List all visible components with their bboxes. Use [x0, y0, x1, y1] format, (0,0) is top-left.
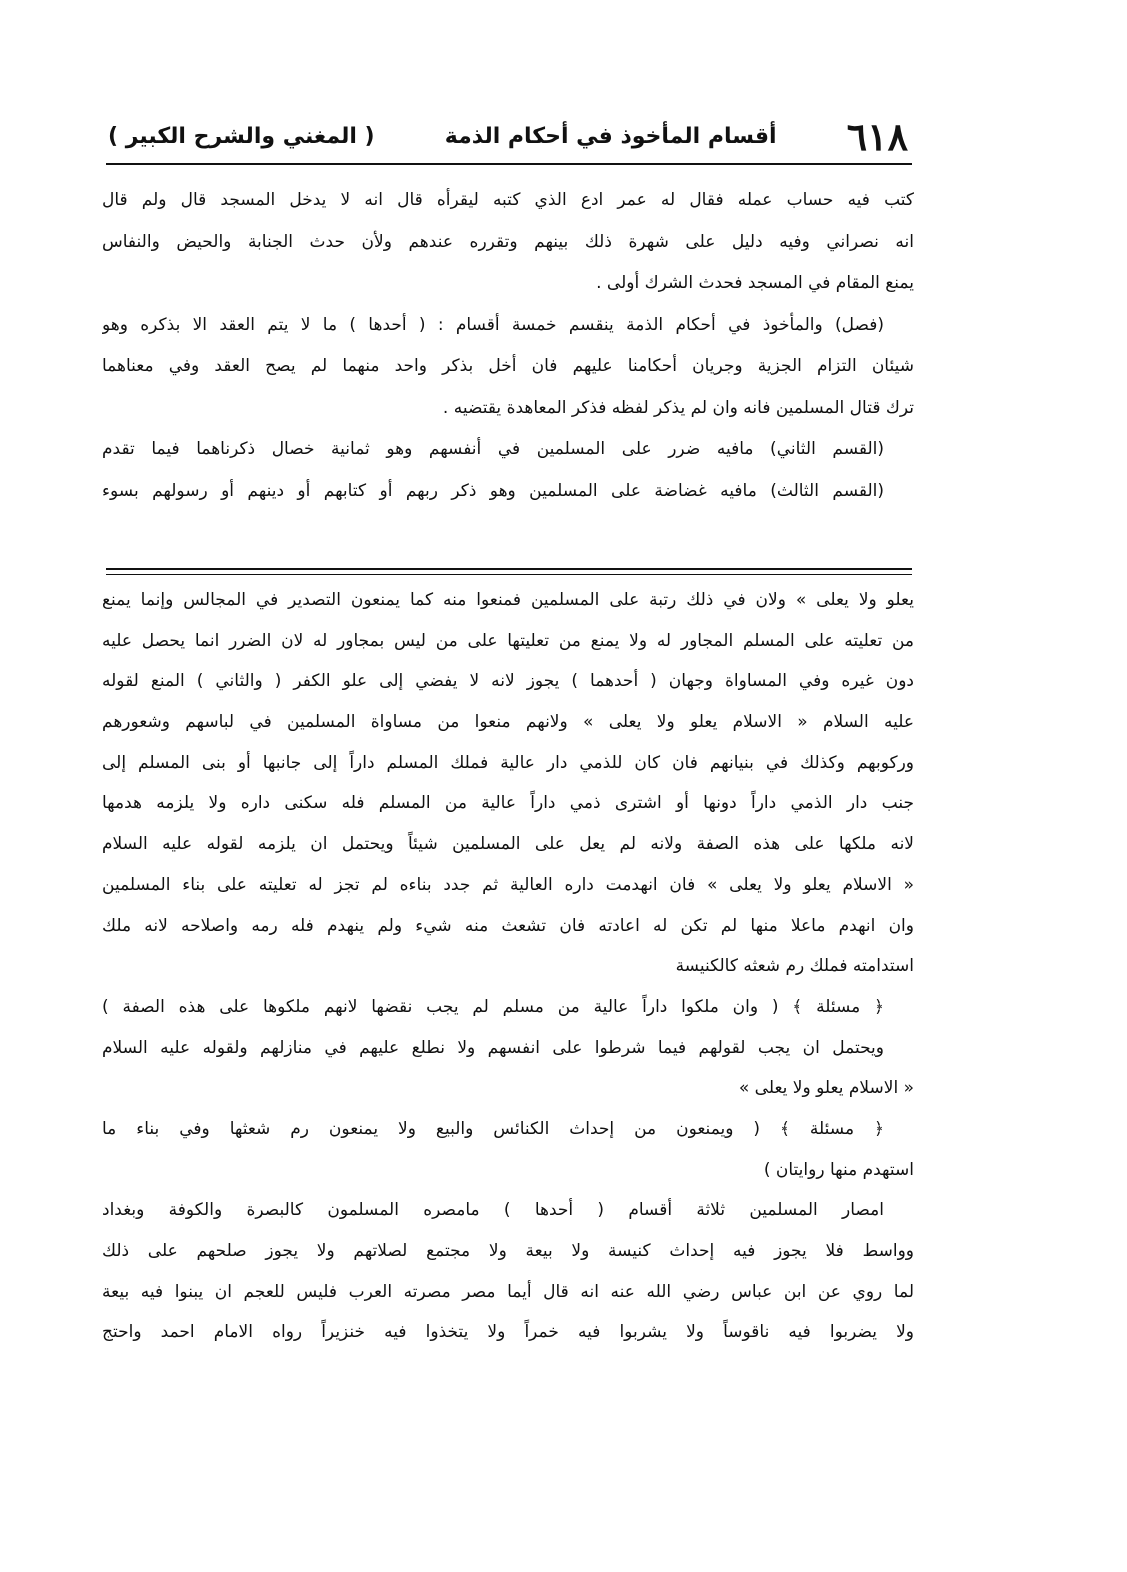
- text-line: (القسم الثاني) مافيه ضرر على المسلمين في أنفسهم وهو ثمانية خصال ذكرناهما فيما تقدم: [102, 439, 884, 459]
- text-line: ﴿ مسئلة ﴾ ( ويمنعون من إحداث الكنائس والبيع ولا يمنعون رم شعثها وفي بناء ما: [102, 1118, 884, 1139]
- main-text-block: [102, 180, 914, 512]
- text-line: شيئان التزام الجزية وجريان أحكامنا عليهم فان أخل بذكر واحد منهما لم يصح العقد وفي معناهما: [102, 356, 914, 376]
- text-line: لانه ملكها على هذه الصفة ولانه لم يعل على المسلمين شيئاً ويحتمل ان يلزمه لقوله عليه السلام: [102, 834, 914, 855]
- section-divider-thin: [106, 574, 912, 575]
- book-title: ( المغني والشرح الكبير ): [108, 123, 375, 149]
- text-line: ولا يضربوا فيه ناقوساً ولا يشربوا فيه خمراً ولا يتخذوا فيه خنزيراً رواه الامام احمد واحتج: [102, 1322, 914, 1343]
- text-line: امصار المسلمين ثلاثة أقسام ( أحدها ) مامصره المسلمون كالبصرة والكوفة وبغداد: [102, 1200, 884, 1221]
- text-line: دون غيره وفي المساواة وجهان ( أحدهما ) يجوز لانه لا يفضي إلى علو الكفر ( والثاني ) المنع لقوله: [102, 671, 914, 692]
- text-line: « الاسلام يعلو ولا يعلى »: [738, 1078, 914, 1099]
- text-line: وواسط فلا يجوز فيه إحداث كنيسة ولا بيعة ولا مجتمع لصلاتهم ولا يجوز صلحهم على ذلك: [102, 1241, 914, 1261]
- text-line: استدامته فملك رم شعثه كالكنيسة: [675, 956, 914, 977]
- text-line: ﴿ مسئلة ﴾ ( وان ملكوا داراً عالية من مسلم لم يجب نقضها لانهم ملكوها على هذه الصفة ): [102, 996, 884, 1017]
- text-line: (فصل) والمأخوذ في أحكام الذمة ينقسم خمسة أقسام : ( أحدها ) ما لا يتم العقد الا بذكره وهو: [102, 314, 884, 335]
- text-line: يمنع المقام في المسجد فحدث الشرك أولى .: [596, 273, 914, 293]
- text-line: « الاسلام يعلو ولا يعلى » فان انهدمت داره العالية ثم جدد بناءه لم تجز له تعليته على بناء المسلمين: [102, 874, 914, 895]
- header-rule: [106, 163, 912, 165]
- running-title: أقسام المأخوذ في أحكام الذمة: [444, 123, 777, 149]
- text-line: عليه السلام « الاسلام يعلو ولا يعلى » ولانهم منعوا من مساواة المسلمين في لباسهم وشعورهم: [102, 712, 914, 733]
- text-line: ترك قتال المسلمين فانه وان لم يذكر لفظه فذكر المعاهدة يقتضيه .: [442, 397, 914, 418]
- text-line: من تعليته على المسلم المجاور له ولا يمنع من تعليتها على من ليس بمجاور له لان الضرر انما يحصل عليه: [102, 630, 914, 651]
- text-line: وركوبهم وكذلك في بنيانهم فان كان للذمي دار عالية فملك المسلم داراً إلى جانبها أو بنى المسلم إلى: [102, 752, 914, 773]
- page-header: [108, 112, 908, 160]
- text-line: جنب دار الذمي داراً دونها أو اشترى ذمي داراً عالية من المسلم فله سكنى داره ولا يلزمه هدمها: [102, 793, 914, 814]
- text-line: ويحتمل ان يجب لقولهم فيما شرطوا على انفسهم ولا نطلع عليهم في منازلهم ولقوله عليه السلام: [102, 1037, 884, 1058]
- text-line: لما روي عن ابن عباس رضي الله عنه انه قال أيما مصر مصرته العرب فليس للعجم ان يبنوا فيه بيعة: [102, 1281, 914, 1302]
- text-line: انه نصراني وفيه دليل على شهرة ذلك بينهم وتقرره عندهم ولأن حدث الجنابة والحيض والنفاس: [102, 231, 914, 252]
- text-line: يعلو ولا يعلى » ولان في ذلك رتبة على المسلمين فمنعوا منه كما يمنعون التصدير في المجالس وإنما يمنع: [102, 590, 914, 610]
- text-line: كتب فيه حساب عمله فقال له عمر ادع الذي كتبه ليقرأه قال انه لا يدخل المسجد قال ولم قال: [102, 190, 914, 210]
- commentary-text-block: [102, 580, 914, 1353]
- page-number: ٦١٨: [846, 113, 908, 159]
- text-line: استهدم منها روايتان ): [763, 1159, 914, 1180]
- section-divider-thick: [106, 568, 912, 570]
- text-line: وان انهدم ماعلا منها لم تكن له اعادته فان تشعث منه شيء ولم ينهدم فله رمه واصلاحه لانه ملك: [102, 915, 914, 936]
- text-line: (القسم الثالث) مافيه غضاضة على المسلمين وهو ذكر ربهم أو كتابهم أو دينهم أو رسولهم بسوء: [102, 480, 884, 501]
